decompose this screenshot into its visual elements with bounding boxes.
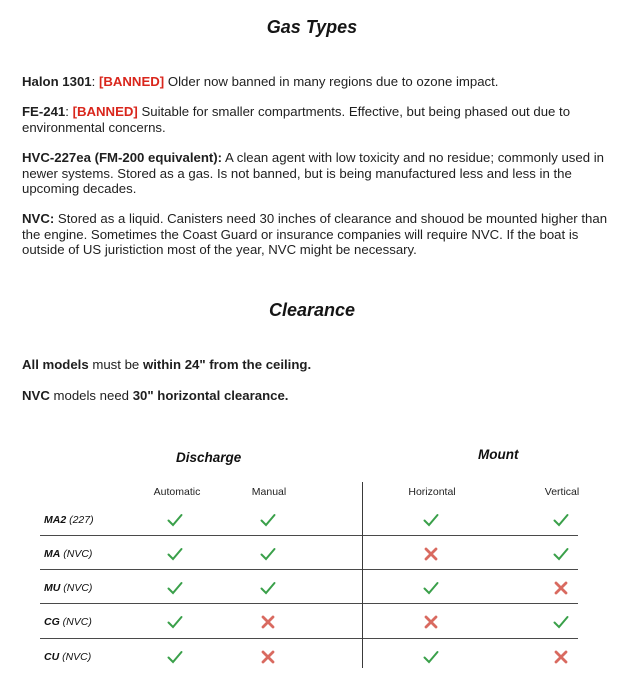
cross-icon-manual	[259, 613, 277, 631]
row-divider	[40, 569, 362, 570]
checkmark-icon-automatic	[166, 648, 184, 666]
model-name: CG	[44, 616, 60, 628]
model-type: (NVC)	[62, 651, 92, 663]
row-divider	[363, 603, 578, 604]
gas-description: Stored as a liquid. Canisters need 30 inches of clearance and shouod be mounted higher than the engine. Sometimes the Coast Guard or insurance companies will require NVC. If the boat is outside of US juristiction most of the year, NVC might be necessary.	[22, 211, 608, 257]
discharge-group-header: Discharge	[176, 450, 242, 465]
gas-name: HVC-227ea (FM-200 equivalent):	[22, 150, 223, 165]
model-type: (227)	[69, 514, 94, 526]
gas-description: Older now banned in many regions due to ozone impact.	[164, 74, 499, 89]
column-header-automatic: Automatic	[153, 486, 201, 498]
column-header-vertical: Vertical	[544, 486, 580, 498]
gas-description: Suitable for smaller compartments. Effective, but being phased out due to environmental concerns.	[22, 104, 571, 135]
model-name: MA	[44, 548, 61, 560]
mount-group-header: Mount	[478, 447, 519, 462]
checkmark-icon-automatic	[166, 545, 184, 563]
banned-badge: [BANNED]	[98, 74, 165, 89]
model-type: (NVC)	[63, 548, 93, 560]
checkmark-icon-automatic	[166, 511, 184, 529]
row-divider	[363, 535, 578, 536]
checkmark-icon-manual	[259, 545, 277, 563]
row-label	[44, 548, 92, 560]
row-label	[44, 616, 92, 628]
row-label	[44, 582, 92, 594]
gas-item-nvc	[22, 211, 612, 258]
checkmark-icon-manual	[259, 511, 277, 529]
checkmark-icon-horizontal	[422, 511, 440, 529]
cross-icon-horizontal	[422, 613, 440, 631]
discharge-mount-divider	[362, 482, 363, 668]
model-name: CU	[44, 651, 60, 663]
row-divider	[363, 638, 578, 639]
gas-name: NVC:	[22, 211, 55, 226]
clearance-title: Clearance	[268, 300, 356, 320]
gas-item-halon: Halon 1301: [BANNED] Older now banned in many regions due to ozone impact.	[22, 74, 499, 89]
clearance-line-horizontal: NVC models need 30" horizontal clearance.	[22, 388, 289, 403]
checkmark-icon-horizontal	[422, 579, 440, 597]
gas-name: FE-241	[22, 104, 66, 119]
clearance-line-ceiling: All models must be within 24" from the ceiling.	[22, 357, 312, 372]
gas-description: A clean agent with low toxicity and no residue; commonly used in newer systems. Stored as a gas. Is not banned, but is being manufactured less and less in the upcoming decades.	[22, 150, 604, 196]
checkmark-icon-manual	[259, 579, 277, 597]
row-label	[44, 651, 91, 663]
row-divider	[363, 569, 578, 570]
cross-icon-manual	[259, 648, 277, 666]
row-divider	[40, 535, 362, 536]
checkmark-icon-horizontal	[422, 648, 440, 666]
gas-item-hvc227ea	[22, 150, 612, 197]
gas-name: Halon 1301	[22, 74, 92, 89]
checkmark-icon-vertical	[552, 613, 570, 631]
checkmark-icon-vertical	[552, 511, 570, 529]
cross-icon-vertical	[552, 648, 570, 666]
model-type: (NVC)	[63, 582, 93, 594]
gas-types-title: Gas Types	[266, 17, 358, 37]
row-divider	[40, 603, 362, 604]
model-type: (NVC)	[62, 616, 92, 628]
checkmark-icon-automatic	[166, 613, 184, 631]
row-label	[44, 514, 94, 526]
column-header-manual: Manual	[251, 486, 287, 498]
cross-icon-vertical	[552, 579, 570, 597]
column-header-horizontal: Horizontal	[408, 486, 456, 498]
row-divider	[40, 638, 362, 639]
model-name: MU	[44, 582, 61, 594]
model-name: MA2	[44, 514, 67, 526]
checkmark-icon-automatic	[166, 579, 184, 597]
checkmark-icon-vertical	[552, 545, 570, 563]
banned-badge: [BANNED]	[72, 104, 138, 119]
gas-item-fe241: FE-241: [BANNED] Suitable for smaller compartments. Effective, but being phased out due to environmental concerns.	[22, 104, 571, 135]
cross-icon-horizontal	[422, 545, 440, 563]
